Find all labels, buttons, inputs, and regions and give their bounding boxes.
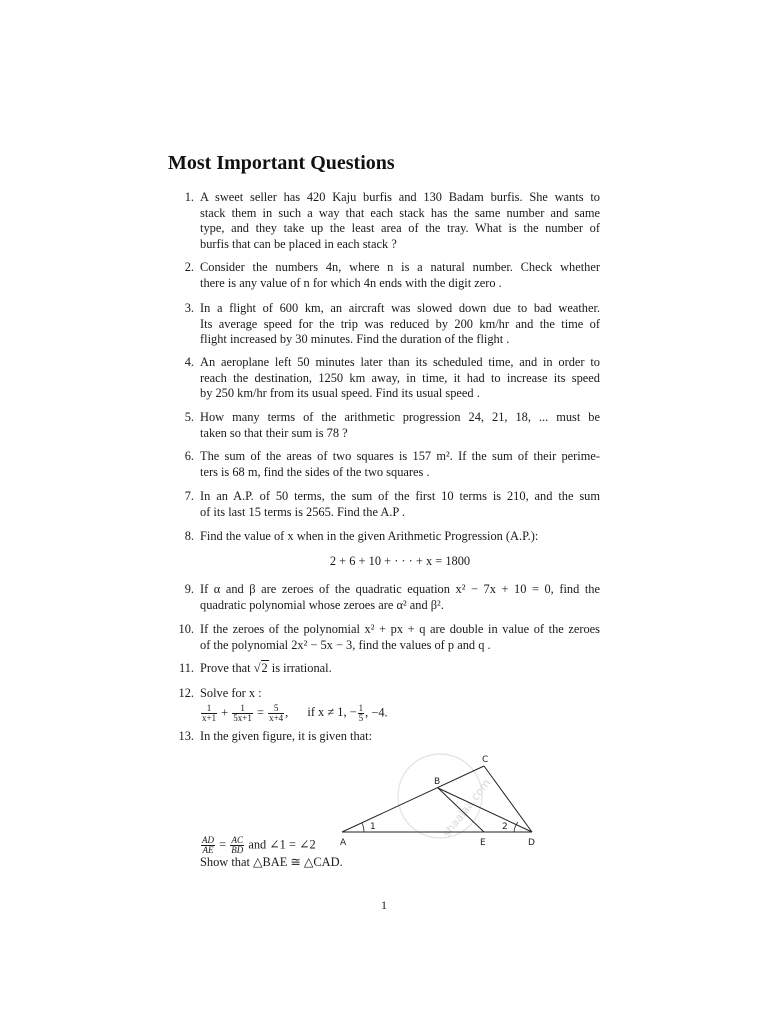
question-text-line: reach the destination, 1250 km away, in time, it had to increase its speed: [200, 370, 600, 385]
question-text-line: Solve for x :: [200, 686, 262, 700]
vertex-A-label: A: [340, 838, 347, 848]
question-number: 9.: [184, 582, 194, 596]
numerator: 1: [232, 704, 253, 714]
punctuation: ,: [285, 704, 289, 719]
question-number: 8.: [184, 529, 194, 543]
numerator: 5: [268, 704, 284, 714]
triangle-figure: [330, 748, 550, 852]
denominator: x+1: [202, 712, 217, 723]
question-text-line: A sweet seller has 420 Kaju burfis and 130 Badam burfis. She wants to: [200, 190, 600, 204]
condition-text: , −4.: [365, 704, 388, 719]
display-equation: 2 + 6 + 10 + · · · + x = 1800: [329, 553, 471, 568]
question-text-line: of its last 15 terms is 2565. Find the A.P .: [200, 504, 406, 519]
watermark-text: shaalaa.com: [440, 776, 494, 840]
text-fragment: and ∠1 = ∠2: [245, 837, 316, 852]
question-text-line: In an A.P. of 50 terms, the sum of the first 10 terms is 210, and the sum: [200, 489, 600, 503]
question-number: 12.: [178, 686, 194, 700]
fraction: [201, 836, 215, 855]
angle-1-label: 1: [370, 822, 376, 832]
line-CD: [484, 766, 532, 832]
question-text-line: In a flight of 600 km, an aircraft was slowed down due to bad weather.: [200, 301, 600, 315]
question-text-line: Find the value of x when in the given Arithmetic Progression (A.P.):: [200, 529, 539, 543]
question-text-line: burfis that can be placed in each stack ?: [200, 236, 397, 251]
question-number: 5.: [184, 410, 194, 424]
question-number: 2.: [184, 260, 194, 274]
numerator: AD: [202, 835, 214, 845]
text-fragment: is irrational.: [268, 661, 332, 675]
page-number: 1: [381, 898, 387, 912]
question-number: 3.: [184, 301, 194, 315]
question-text-line: Consider the numbers 4n, where n is a natural number. Check whether: [200, 260, 600, 274]
numerator: 1: [358, 702, 364, 713]
question-text-line: taken so that their sum is 78 ?: [200, 425, 348, 440]
question-text-line: The sum of the areas of two squares is 157 m². If the sum of their perime-: [200, 449, 600, 463]
vertex-B-label: B: [434, 777, 441, 787]
vertex-E-label: E: [480, 838, 486, 848]
question-text-line: How many terms of the arithmetic progression 24, 21, 18, ... must be: [200, 410, 600, 424]
question-text-line: [200, 661, 600, 677]
condition-text: if x ≠ 1, −: [307, 704, 357, 719]
question-text-line: there is any value of n for which 4n ends with the digit zero .: [200, 275, 502, 290]
question-text-line: of the polynomial 2x² − 5x − 3, find the values of p and q .: [200, 637, 491, 652]
angle-2-label: 2: [502, 822, 508, 832]
question-number: 7.: [184, 489, 194, 503]
vertex-D-label: D: [528, 838, 535, 848]
fraction: [201, 704, 217, 723]
fraction: [230, 836, 244, 855]
operator: +: [221, 704, 229, 719]
question-text-line: ters is 68 m, find the sides of the two squares .: [200, 464, 430, 479]
question-text-line: stack them in such a way that each stack has the same number and same: [200, 205, 600, 220]
question-number: 6.: [184, 449, 194, 463]
radicand: 2: [261, 661, 268, 675]
question-text-line: Its average speed for the trip was reduced by 200 km/hr and the time of: [200, 316, 600, 331]
question-text-line: Show that △BAE ≅ △CAD.: [200, 855, 343, 869]
angle-1-arc: [362, 823, 364, 832]
denominator: 5x+1: [233, 712, 252, 723]
fraction: [358, 704, 365, 723]
operator: =: [256, 704, 264, 719]
question-number: 1.: [184, 190, 194, 204]
denominator: BD: [231, 845, 244, 855]
question-text-line: flight increased by 30 minutes. Find the duration of the flight .: [200, 332, 510, 347]
fraction: [232, 704, 253, 723]
page-title: Most Important Questions: [168, 152, 395, 174]
question-text-line: If α and β are zeroes of the quadratic equation x² − 7x + 10 = 0, find the: [200, 582, 600, 596]
text-fragment: Prove that: [200, 661, 254, 675]
question-text-line: In the given figure, it is given that:: [200, 729, 373, 743]
equation-line: [200, 704, 600, 723]
denominator: x+4: [269, 712, 284, 723]
radical-sign: √: [253, 661, 261, 675]
denominator: 5: [358, 712, 364, 723]
numerator: 1: [201, 704, 217, 714]
question-text-line: by 250 km/hr from its usual speed. Find its usual speed .: [200, 386, 480, 401]
question-text-line: If the zeroes of the polynomial x² + px + q are double in value of the zeroes: [200, 622, 600, 636]
question-number: 11.: [178, 661, 194, 675]
question-text-line: An aeroplane left 50 minutes later than its scheduled time, and in order to: [200, 355, 600, 369]
numerator: AC: [231, 835, 243, 845]
denominator: AE: [202, 845, 214, 855]
vertex-C-label: C: [482, 755, 489, 765]
question-text-line: quadratic polynomial whose zeroes are α² and β².: [200, 597, 444, 612]
fraction: [268, 704, 284, 723]
question-text-line: type, and they take up the least area of the tray. What is the number of: [200, 221, 600, 236]
question-number: 10.: [178, 622, 194, 636]
question-number: 13.: [178, 729, 194, 743]
question-number: 4.: [184, 355, 194, 369]
operator: =: [219, 837, 227, 852]
